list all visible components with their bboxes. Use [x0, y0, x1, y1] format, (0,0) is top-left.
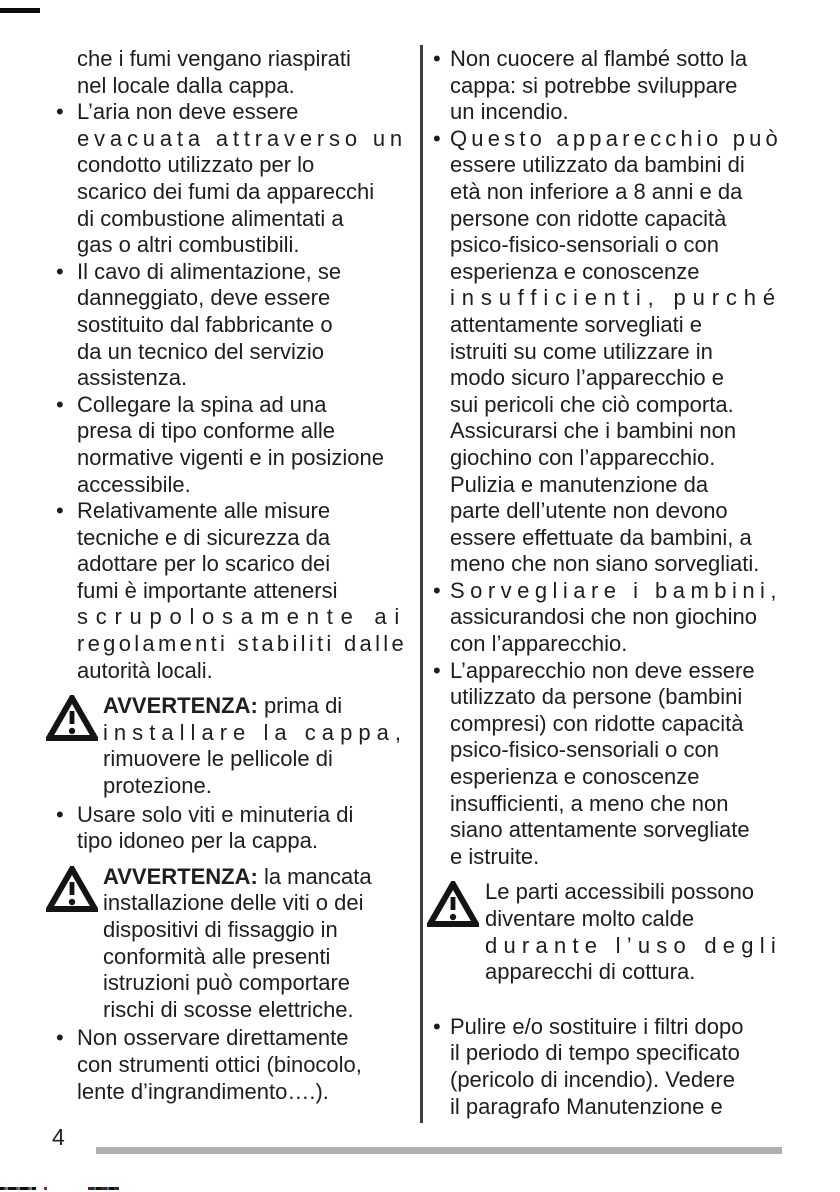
text-line: Pulizia e manutenzione da — [450, 471, 709, 497]
bullet-item — [55, 498, 407, 684]
text-line: autorità locali. — [77, 657, 213, 683]
paragraph — [55, 46, 407, 99]
text-line: evacuata attraverso un — [77, 125, 407, 151]
text-line: dispositivi di fissaggio in — [103, 917, 338, 942]
text-line: Pulire e/o sostituire i filtri dopo — [450, 1013, 744, 1039]
text-line: e istruite. — [450, 843, 540, 869]
text-line: fumi è importante attenersi — [77, 577, 338, 603]
text-line: Sorvegliare i bambini, — [450, 577, 782, 603]
text-line: essere utilizzato da bambini di — [450, 152, 745, 178]
text-line: essere effettuate da bambini, a — [450, 524, 752, 550]
text-line: regolamenti stabiliti dalle — [77, 631, 407, 657]
left-column — [55, 46, 407, 1105]
bullet-item — [433, 46, 782, 126]
text-line: (pericolo di incendio). Vedere — [450, 1066, 735, 1092]
text-line: tipo idoneo per la cappa. — [77, 828, 318, 854]
text-line: persone con ridotte capacità — [450, 205, 727, 231]
text-line: attentamente sorvegliati e — [450, 311, 702, 337]
text-line: sostituito dal fabbricante o — [77, 311, 333, 337]
text-line: insufficienti, purché — [450, 285, 782, 311]
bullet-marker: • — [433, 657, 441, 683]
text-line: Il cavo di alimentazione, se — [77, 258, 342, 284]
bullet-item — [55, 1025, 407, 1105]
scan-artifact — [0, 1187, 36, 1190]
text-line: Assicurarsi che i bambini non — [450, 418, 737, 444]
bullet-item — [55, 99, 407, 259]
text-line: che i fumi vengano riaspirati — [77, 46, 351, 71]
text-line: psico-fisico-sensoriali o con — [450, 232, 719, 258]
text-line: modo sicuro l’apparecchio e — [450, 365, 724, 391]
text-line: giochino con l’apparecchio. — [450, 444, 716, 470]
text-line: condotto utilizzato per lo — [77, 152, 315, 178]
text-line: assistenza. — [77, 365, 188, 391]
text-line: esperienza e conoscenze — [450, 258, 700, 284]
text-line: istruzioni può comportare — [103, 970, 351, 996]
bullet-item — [433, 578, 782, 658]
text-line: scarico dei fumi da apparecchi — [77, 178, 375, 204]
text-line: diventare molto calde — [485, 906, 695, 931]
text-line: accessibile. — [77, 471, 191, 497]
warning-triangle-icon — [46, 695, 98, 741]
bullet-marker: • — [433, 1013, 441, 1039]
column-divider — [420, 45, 423, 1123]
bullet-item — [55, 392, 407, 498]
text-line: danneggiato, deve essere — [77, 285, 331, 311]
bullet-marker: • — [56, 498, 64, 524]
text-line: Usare solo viti e minuteria di — [77, 801, 354, 827]
text-line: gas o altri combustibili. — [77, 232, 300, 258]
text-line: conformità alle presenti — [103, 943, 331, 969]
text-line: utilizzato da persone (bambini — [450, 684, 743, 710]
bullet-marker: • — [433, 125, 441, 151]
warning-label: AVVERTENZA: — [103, 863, 258, 889]
text-line: il paragrafo Manutenzione e — [450, 1093, 723, 1119]
text-line: durante l’uso degli — [485, 932, 782, 958]
text-line: di combustione alimentati a — [77, 205, 344, 231]
text-line: istruiti su come utilizzare in — [450, 338, 713, 364]
text-line: Collegare la spina ad una — [77, 391, 327, 417]
warning-block — [433, 879, 782, 985]
text-line: Relativamente alle misure — [77, 498, 331, 524]
warning-block — [55, 693, 407, 799]
text-line: presa di tipo conforme alle — [77, 418, 336, 444]
text-line: Questo apparecchio può — [450, 125, 782, 151]
text-line: compresi) con ridotte capacità — [450, 710, 744, 736]
text-line: psico-fisico-sensoriali o con — [450, 737, 719, 763]
bullet-marker: • — [56, 801, 64, 827]
text-line: normative vigenti e in posizione — [77, 444, 384, 470]
text-line: installare la cappa, — [103, 719, 407, 745]
text-line: insufficienti, a meno che non — [450, 790, 729, 816]
text-line: siano attentamente sorvegliate — [450, 817, 750, 843]
bullet-marker: • — [56, 258, 64, 284]
bullet-item — [55, 259, 407, 392]
text-line: Non osservare direttamente — [77, 1025, 349, 1051]
text-line: con strumenti ottici (binocolo, — [77, 1051, 362, 1077]
text-line: Non cuocere al flambé sotto la — [450, 46, 748, 71]
bullet-item — [55, 802, 407, 855]
right-column — [433, 46, 782, 1120]
bullet-item — [433, 126, 782, 578]
bullet-marker: • — [56, 99, 64, 125]
bullet-marker: • — [56, 391, 64, 417]
text-line: cappa: si potrebbe sviluppare — [450, 72, 738, 98]
footer-rule — [96, 1147, 782, 1154]
text-line: tecniche e di sicurezza da — [77, 524, 331, 550]
text-line: sui pericoli che ciò comporta. — [450, 391, 734, 417]
bullet-marker: • — [56, 1025, 64, 1051]
text-line: AVVERTENZA: la mancata — [103, 863, 372, 889]
text-line: esperienza e conoscenze — [450, 764, 700, 790]
warning-block — [55, 864, 407, 1024]
bullet-item — [433, 1014, 782, 1120]
scan-artifact — [44, 1187, 47, 1190]
text-line: parte dell’utente non devono — [450, 498, 728, 524]
text-line: installazione delle viti o dei — [103, 890, 364, 916]
text-line: AVVERTENZA: prima di — [103, 693, 343, 719]
text-line: scrupolosamente ai — [77, 604, 407, 630]
text-line: L’aria non deve essere — [77, 99, 299, 125]
bullet-item — [433, 658, 782, 871]
bullet-marker: • — [433, 577, 441, 603]
warning-triangle-icon — [46, 866, 98, 912]
bullet-marker: • — [433, 46, 441, 71]
text-line: adottare per lo scarico dei — [77, 551, 331, 577]
text-line: con l’apparecchio. — [450, 631, 628, 657]
text-line: apparecchi di cottura. — [485, 959, 696, 985]
text-line: un incendio. — [450, 99, 569, 125]
text-line: assicurandosi che non giochino — [450, 604, 757, 630]
text-line: L’apparecchio non deve essere — [450, 657, 755, 683]
scan-artifact — [88, 1187, 119, 1190]
text-line: rischi di scosse elettriche. — [103, 996, 354, 1022]
text-line: età non inferiore a 8 anni e da — [450, 178, 743, 204]
page-number: 4 — [52, 1124, 65, 1150]
text-line: rimuovere le pellicole di — [103, 746, 333, 772]
warning-label: AVVERTENZA: — [103, 693, 258, 719]
text-line: da un tecnico del servizio — [77, 338, 325, 364]
scan-mark-top — [0, 8, 40, 13]
warning-triangle-icon — [427, 881, 479, 927]
spacer — [433, 988, 782, 1014]
text-line: meno che non siano sorvegliati. — [450, 551, 760, 577]
text-line: Le parti accessibili possono — [485, 879, 755, 905]
text-line: nel locale dalla cappa. — [77, 72, 295, 98]
text-line: lente d’ingrandimento….). — [77, 1078, 329, 1104]
text-line: il periodo di tempo specificato — [450, 1040, 740, 1066]
text-line: protezione. — [103, 773, 212, 799]
